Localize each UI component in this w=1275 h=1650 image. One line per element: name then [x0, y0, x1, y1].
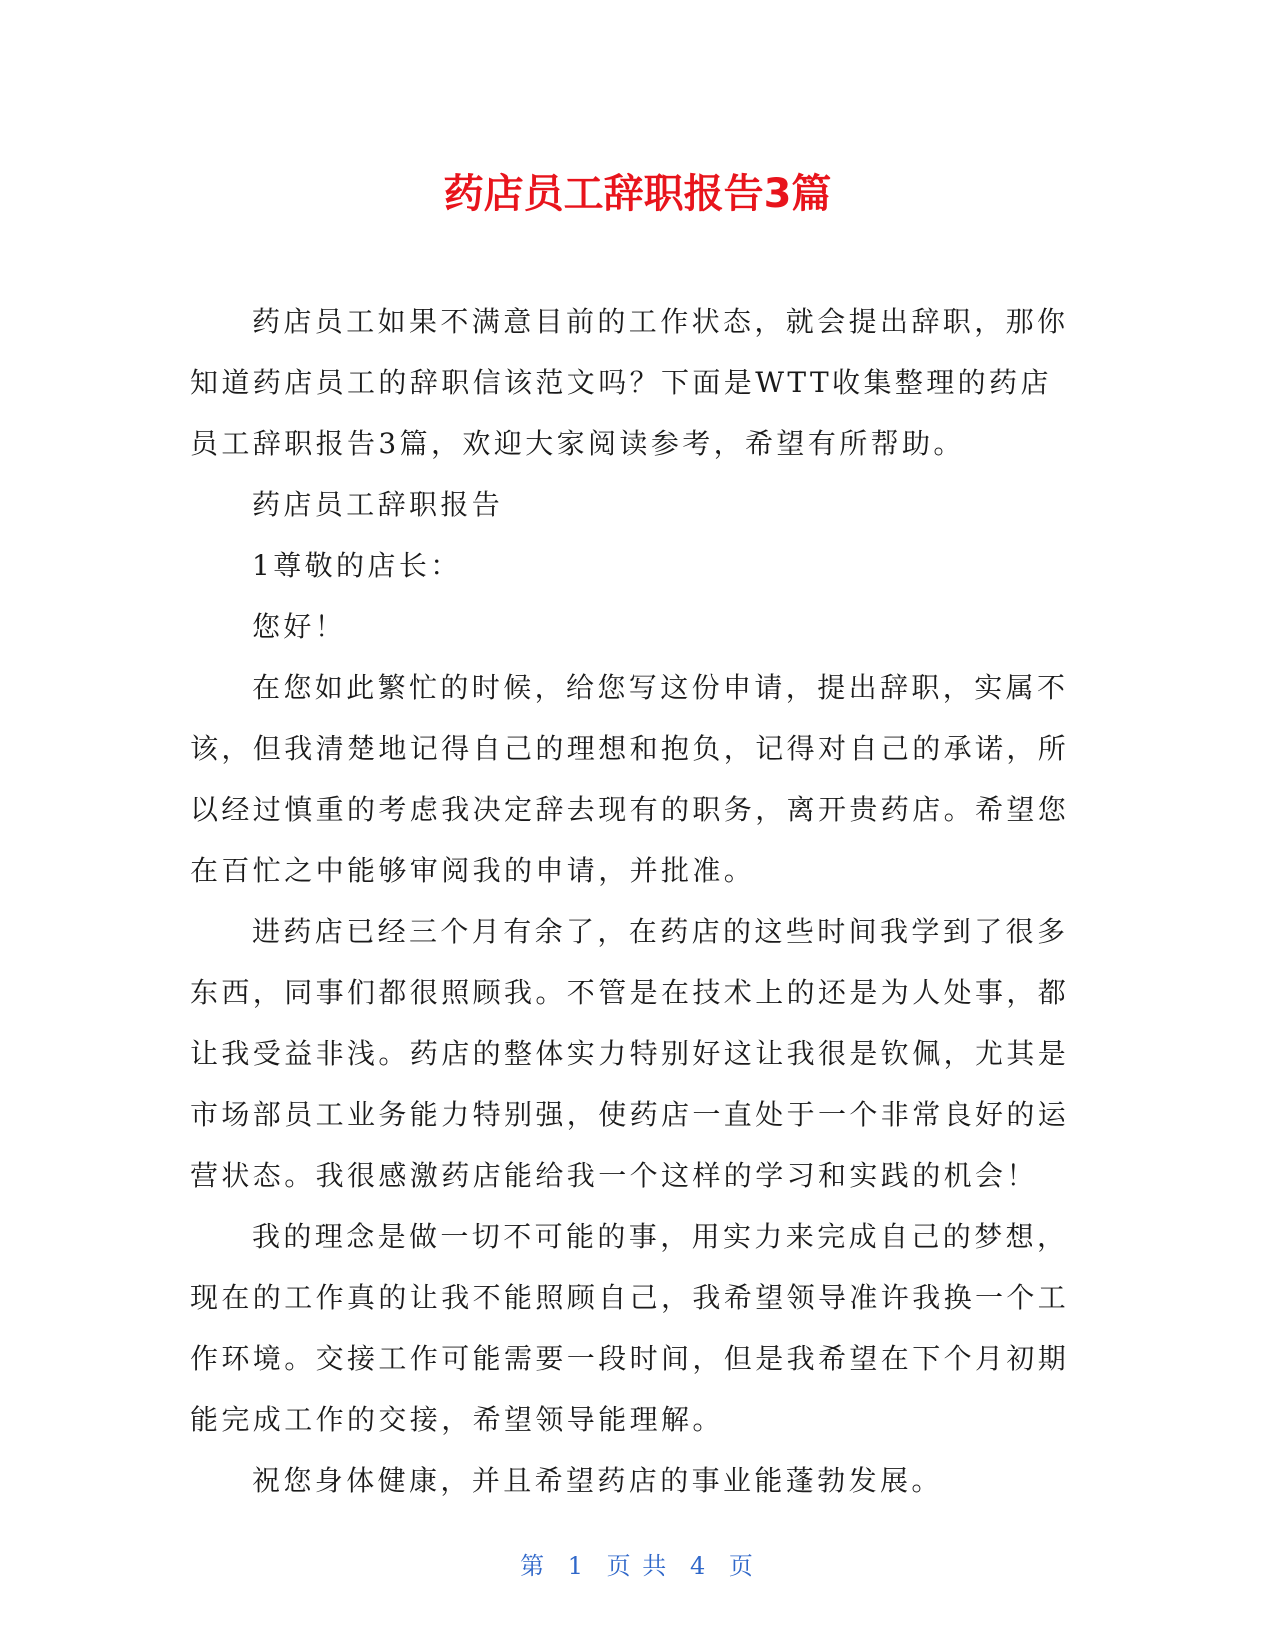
- footer-middle: 页 共: [606, 1552, 669, 1580]
- page-number-footer: [0, 1546, 1275, 1581]
- body-paragraph: 我的理念是做一切不可能的事，用实力来完成自己的梦想，现在的工作真的让我不能照顾自己，我希望领导准许我换一个工作环境。交接工作可能需要一段时间，但是我希望在下个月初期能完成工作的交接，希望领导能理解。: [190, 1220, 1070, 1436]
- greeting: 您好！: [252, 610, 347, 643]
- intro-paragraph: 药店员工如果不满意目前的工作状态，就会提出辞职，那你知道药店员工的辞职信该范文吗？下面是WTT收集整理的药店员工辞职报告3篇，欢迎大家阅读参考，希望有所帮助。: [190, 305, 1069, 460]
- footer-current-page: 1: [567, 1552, 586, 1580]
- salutation: 1尊敬的店长：: [252, 549, 462, 582]
- document-body: [190, 291, 1070, 1511]
- body-paragraph: 进药店已经三个月有余了，在药店的这些时间我学到了很多东西，同事们都很照顾我。不管是在技术上的还是为人处事，都让我受益非浅。药店的整体实力特别好这让我很是钦佩，尤其是市场部员工业务能力特别强，使药店一直处于一个非常良好的运营状态。我很感激药店能给我一个这样的学习和实践的机会！: [190, 915, 1070, 1192]
- document-title: 药店员工辞职报告3篇: [443, 171, 832, 217]
- footer-total-pages: 4: [689, 1552, 708, 1580]
- footer-suffix: 页: [728, 1552, 755, 1580]
- body-paragraph: 在您如此繁忙的时候，给您写这份申请，提出辞职，实属不该，但我清楚地记得自己的理想和抱负，记得对自己的承诺，所以经过慎重的考虑我决定辞去现有的职务，离开贵药店。希望您在百忙之中能够审阅我的申请，并批准。: [190, 671, 1070, 887]
- closing-paragraph: 祝您身体健康，并且希望药店的事业能蓬勃发展。: [252, 1464, 943, 1497]
- footer-prefix: 第: [520, 1552, 547, 1580]
- section-heading: 药店员工辞职报告: [252, 488, 504, 521]
